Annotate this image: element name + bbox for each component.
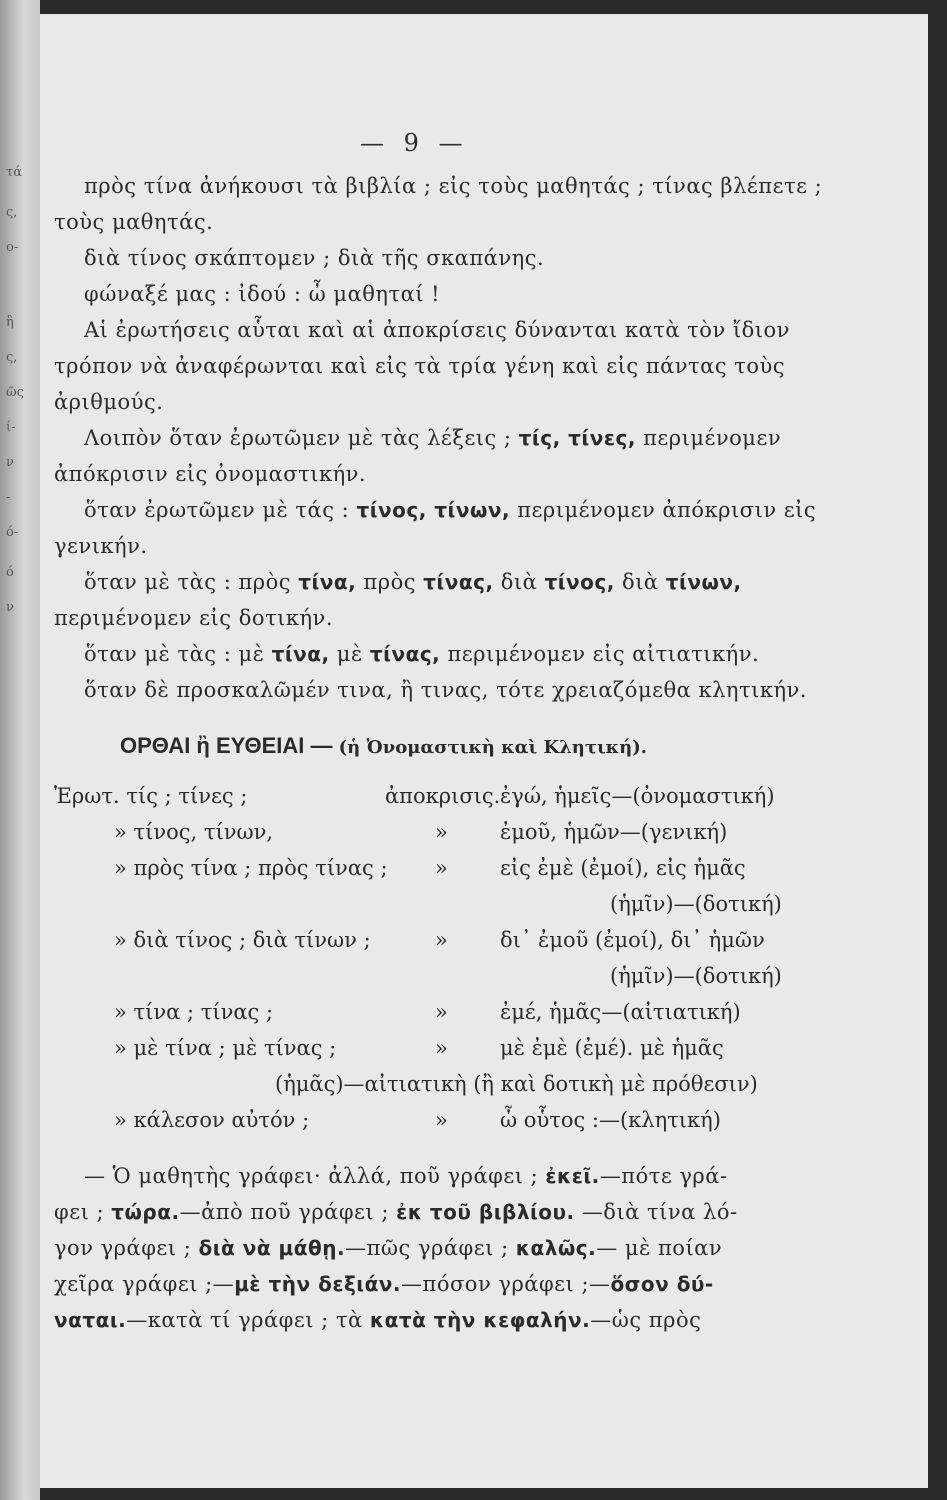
bold-term: τίνας, — [369, 642, 441, 666]
text-span: —διὰ τίνα λό- — [581, 1200, 738, 1224]
text-span: —ἀπὸ ποῦ γράφει ; — [179, 1200, 389, 1224]
question-cell: Ἐρωτ. τίς ; τίνες ; — [54, 784, 248, 808]
bold-term: τώρα. — [111, 1200, 180, 1224]
rule-line — [84, 498, 816, 522]
margin-fragment: ς, — [6, 205, 18, 220]
exercise-line — [54, 1272, 714, 1296]
margin-fragment: ἢ — [6, 315, 14, 330]
section-heading — [120, 733, 647, 759]
question-cell: » τίνα ; τίνας ; — [114, 1000, 274, 1024]
margin-fragment: ς, — [6, 350, 18, 365]
question-cell: » πρὸς τίνα ; πρὸς τίνας ; — [114, 856, 388, 880]
text-span: —κατὰ τί γράφει ; τὰ — [126, 1308, 363, 1332]
text-span: γον γράφει ; — [54, 1236, 192, 1260]
answer-cell: (ἡμᾶς)—αἰτιατικὴ (ἢ καὶ δοτικὴ μὲ πρόθεσιν) — [275, 1072, 758, 1096]
bold-term: ὅσον δύ- — [610, 1272, 714, 1296]
answer-cell: ὦ οὗτος :—(κλητική) — [500, 1108, 721, 1132]
answer-label: ἀποκρισις. — [385, 784, 501, 808]
text-span: μὲ — [336, 642, 363, 666]
answer-cell: (ἡμῖν)—(δοτική) — [610, 964, 782, 988]
text-line: πρὸς τίνα ἀνήκουσι τὰ βιβλία ; εἰς τοὺς μαθητάς ; τίνας βλέπετε ; — [84, 174, 823, 198]
answer-cell: ἐμοῦ, ἡμῶν—(γενική) — [500, 820, 728, 844]
margin-fragment: ό- — [6, 525, 19, 540]
rule-line — [84, 426, 781, 450]
text-span: ὅταν μὲ τὰς : μὲ — [84, 642, 265, 666]
answer-cell: δι᾽ ἐμοῦ (ἐμοί), δι᾽ ἡμῶν — [500, 928, 765, 952]
ditto-mark: » — [435, 1000, 448, 1024]
margin-fragment: ο- — [6, 240, 19, 255]
page-number: — 9 — — [360, 129, 469, 157]
bold-term: καλῶς. — [515, 1236, 597, 1260]
bold-term: τίνα, — [271, 642, 330, 666]
question-cell: » κάλεσον αὐτόν ; — [114, 1108, 310, 1132]
text-span: πρὸς — [363, 570, 416, 594]
text-span: χεῖρα γράφει ;— — [54, 1272, 235, 1296]
bold-term: τίνας, — [423, 570, 494, 594]
margin-fragment: - — [6, 490, 11, 505]
margin-fragment: ί- — [6, 420, 16, 435]
text-span: — Ὁ μαθητὴς γράφει· ἀλλά, ποῦ γράφει ; — [84, 1164, 539, 1188]
margin-fragment: ῶς — [6, 385, 24, 400]
bold-term: κατὰ τὴν κεφαλήν. — [369, 1308, 591, 1332]
answer-cell: (ἡμῖν)—(δοτική) — [610, 892, 782, 916]
bold-term: τίνα, — [298, 570, 357, 594]
text-span: διὰ — [622, 570, 659, 594]
rule-line — [84, 570, 742, 594]
rule-line: γενικήν. — [54, 534, 148, 558]
adjacent-page-edge — [0, 0, 40, 1500]
answer-cell: μὲ ἐμὲ (ἐμέ). μὲ ἡμᾶς — [500, 1036, 724, 1060]
question-cell: » τίνος, τίνων, — [114, 820, 274, 844]
heading-sub: (ἡ Ὀνομαστικὴ καὶ Κλητική). — [338, 737, 648, 758]
text-line: Αἱ ἐρωτήσεις αὗται καὶ αἱ ἀποκρίσεις δύνανται κατὰ τὸν ἴδιον — [84, 318, 790, 342]
bold-term: διὰ νὰ μάθῃ. — [198, 1236, 346, 1260]
answer-cell: ἐμέ, ἡμᾶς—(αἰτιατική) — [500, 1000, 741, 1024]
text-span: —πότε γρά- — [599, 1164, 728, 1188]
bold-term: ναται. — [54, 1308, 127, 1332]
ditto-mark: » — [435, 820, 448, 844]
text-line: τρόπον νὰ ἀναφέρωνται καὶ εἰς τὰ τρία γένη καὶ εἰς πάντας τοὺς — [54, 354, 786, 378]
bold-term: ἐκεῖ. — [545, 1164, 600, 1188]
exercise-line — [84, 1164, 728, 1188]
text-span: —πῶς γράφει ; — [345, 1236, 509, 1260]
exercise-line — [54, 1308, 701, 1332]
bold-term: τίς, τίνες, — [518, 426, 636, 450]
exercise-line — [54, 1236, 722, 1260]
text-line: τοὺς μαθητάς. — [54, 210, 214, 234]
bold-term: τίνος, τίνων, — [356, 498, 511, 522]
margin-fragment: ό — [6, 565, 14, 580]
margin-fragment: τά — [6, 165, 22, 180]
text-span: Λοιπὸν ὅταν ἐρωτῶμεν μὲ τὰς λέξεις ; — [84, 426, 512, 450]
text-span: ὅταν μὲ τὰς : πρὸς — [84, 570, 292, 594]
text-span: —πόσον γράφει ;— — [401, 1272, 611, 1296]
text-span: ὅταν ἐρωτῶμεν μὲ τάς : — [84, 498, 350, 522]
text-line: φώναξέ μας : ἰδού : ὦ μαθηταί ! — [84, 282, 441, 306]
question-cell: » διὰ τίνος ; διὰ τίνων ; — [114, 928, 371, 952]
text-span: περιμένομεν εἰς αἰτιατικήν. — [447, 642, 760, 666]
text-span: — μὲ ποίαν — [596, 1236, 723, 1260]
question-cell: » μὲ τίνα ; μὲ τίνας ; — [114, 1036, 337, 1060]
exercise-line — [54, 1200, 738, 1224]
bold-term: μὲ τὴν δεξιάν. — [234, 1272, 402, 1296]
margin-fragment: ν — [6, 600, 14, 615]
text-line: ἀριθμούς. — [54, 390, 164, 414]
text-span: περιμένομεν — [643, 426, 782, 450]
rule-line: περιμένομεν εἰς δοτικήν. — [54, 606, 334, 630]
text-line: διὰ τίνος σκάπτομεν ; διὰ τῆς σκαπάνης. — [84, 246, 545, 270]
bold-term: τίνων, — [665, 570, 742, 594]
bold-term: ἐκ τοῦ βιβλίου. — [396, 1200, 575, 1224]
margin-fragment: ν — [6, 455, 14, 470]
heading-main: ΟΡΘΑΙ ἢ ΕΥΘΕΙΑΙ — — [120, 733, 333, 758]
rule-line — [84, 642, 759, 666]
rule-line: ἀπόκρισιν εἰς ὀνομαστικήν. — [54, 462, 367, 486]
text-span: —ὡς πρὸς — [590, 1308, 702, 1332]
ditto-mark: » — [435, 856, 448, 880]
text-span: διὰ — [500, 570, 538, 594]
ditto-mark: » — [435, 928, 448, 952]
bold-term: τίνος, — [544, 570, 615, 594]
ditto-mark: » — [435, 1036, 448, 1060]
book-page — [40, 14, 928, 1488]
answer-cell: εἰς ἐμὲ (ἐμοί), εἰς ἡμᾶς — [500, 856, 746, 880]
rule-line: ὅταν δὲ προσκαλῶμέν τινα, ἢ τινας, τότε χρειαζόμεθα κλητικήν. — [84, 678, 807, 702]
text-span: περιμένομεν ἀπόκρισιν εἰς — [517, 498, 817, 522]
text-span: φει ; — [54, 1200, 105, 1224]
answer-cell: ἐγώ, ἡμεῖς—(ὀνομαστική) — [500, 784, 775, 808]
ditto-mark: » — [435, 1108, 448, 1132]
